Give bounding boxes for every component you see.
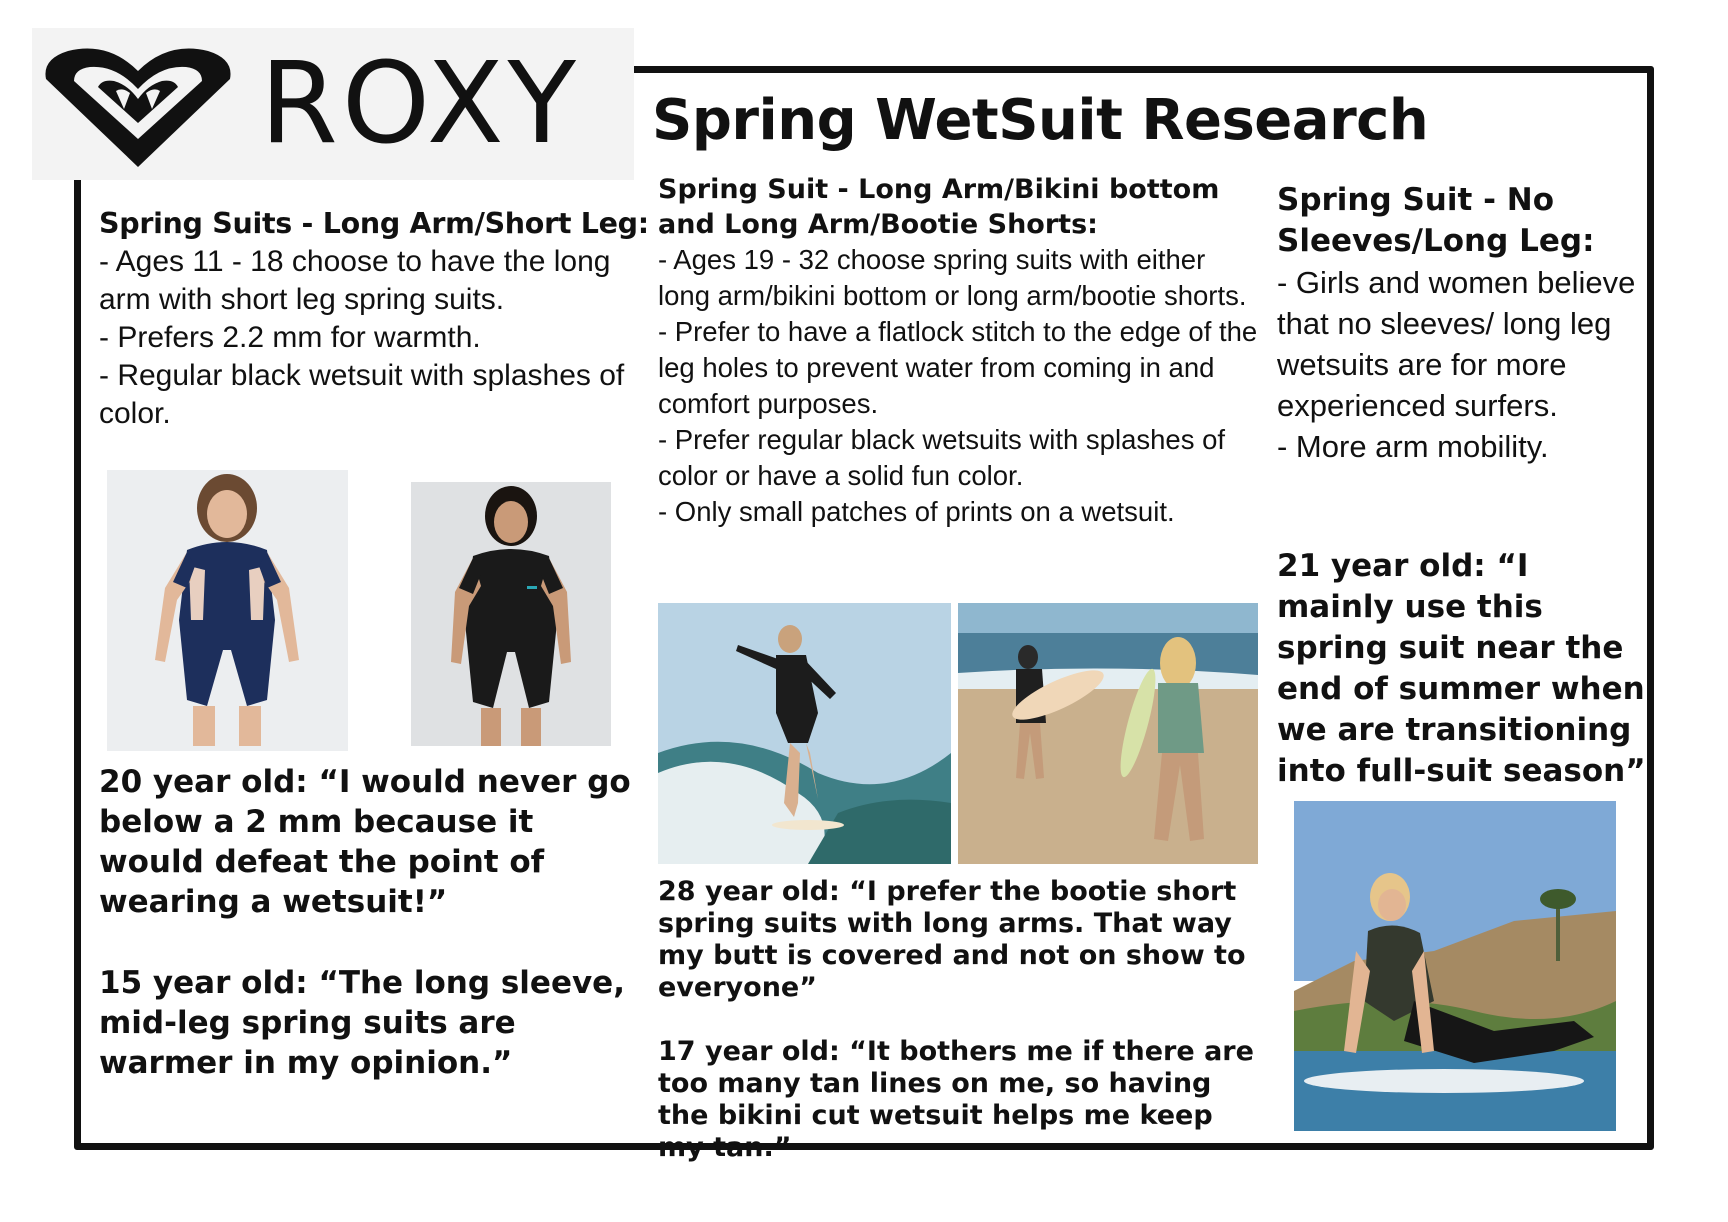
bullet-item: - Prefers 2.2 mm for warmth. xyxy=(99,321,481,354)
bullet-item: - More arm mobility. xyxy=(1277,429,1549,464)
quote-21-year-old: 21 year old: “I mainly use this spring suit near the end of summer when we are transitioning into full-suit season” xyxy=(1277,548,1646,789)
section-long-arm-bikini-bootie xyxy=(658,172,1258,530)
quote-28-year-old: 28 year old: “I prefer the bootie short spring suits with long arms. That way my butt is covered and not on show to everyone” xyxy=(658,876,1246,1003)
photo-navy-spring-suit xyxy=(107,470,348,751)
bullet-item: - Ages 19 - 32 choose spring suits with either long arm/bikini bottom or long arm/bootie shorts. xyxy=(658,244,1247,311)
section-heading: Spring Suits - Long Arm/Short Leg: xyxy=(99,207,649,240)
section-heading: Spring Suit - Long Arm/Bikini bottom and Long Arm/Bootie Shorts: xyxy=(658,174,1220,240)
photo-surfer-paddling xyxy=(1294,801,1616,1131)
roxy-heart-logo-icon xyxy=(38,39,238,169)
photo-surfers-on-beach xyxy=(958,603,1258,864)
section-heading: Spring Suit - No Sleeves/Long Leg: xyxy=(1277,182,1595,259)
bullet-item: - Ages 11 - 18 choose to have the long arm with short leg spring suits. xyxy=(99,245,611,316)
section-no-sleeves-long-leg xyxy=(1277,180,1647,467)
bullet-item: - Prefer to have a flatlock stitch to the edge of the leg holes to prevent water from coming in and comfort purposes. xyxy=(658,316,1258,419)
bullet-item: - Only small patches of prints on a wetsuit. xyxy=(658,496,1175,527)
quote-15-year-old: 15 year old: “The long sleeve, mid-leg spring suits are warmer in my opinion.” xyxy=(99,965,625,1081)
page-title: Spring WetSuit Research xyxy=(652,88,1429,153)
bullet-item: - Girls and women believe that no sleeves/ long leg wetsuits are for more experienced surfers. xyxy=(1277,265,1636,423)
quote-20-year-old: 20 year old: “I would never go below a 2 mm because it would defeat the point of wearing a wetsuit!” xyxy=(99,764,631,920)
brand-logo xyxy=(32,28,634,180)
quote-17-year-old: 17 year old: “It bothers me if there are too many tan lines on me, so having the bikini cut wetsuit helps me keep my tan.” xyxy=(658,1036,1254,1163)
section-long-arm-short-leg xyxy=(99,205,649,433)
photo-surfer-on-wave xyxy=(658,603,951,864)
photo-black-spring-suit xyxy=(411,482,611,746)
bullet-item: - Regular black wetsuit with splashes of color. xyxy=(99,359,625,430)
bullet-item: - Prefer regular black wetsuits with splashes of color or have a solid fun color. xyxy=(658,424,1226,491)
brand-name: ROXY xyxy=(260,39,580,169)
